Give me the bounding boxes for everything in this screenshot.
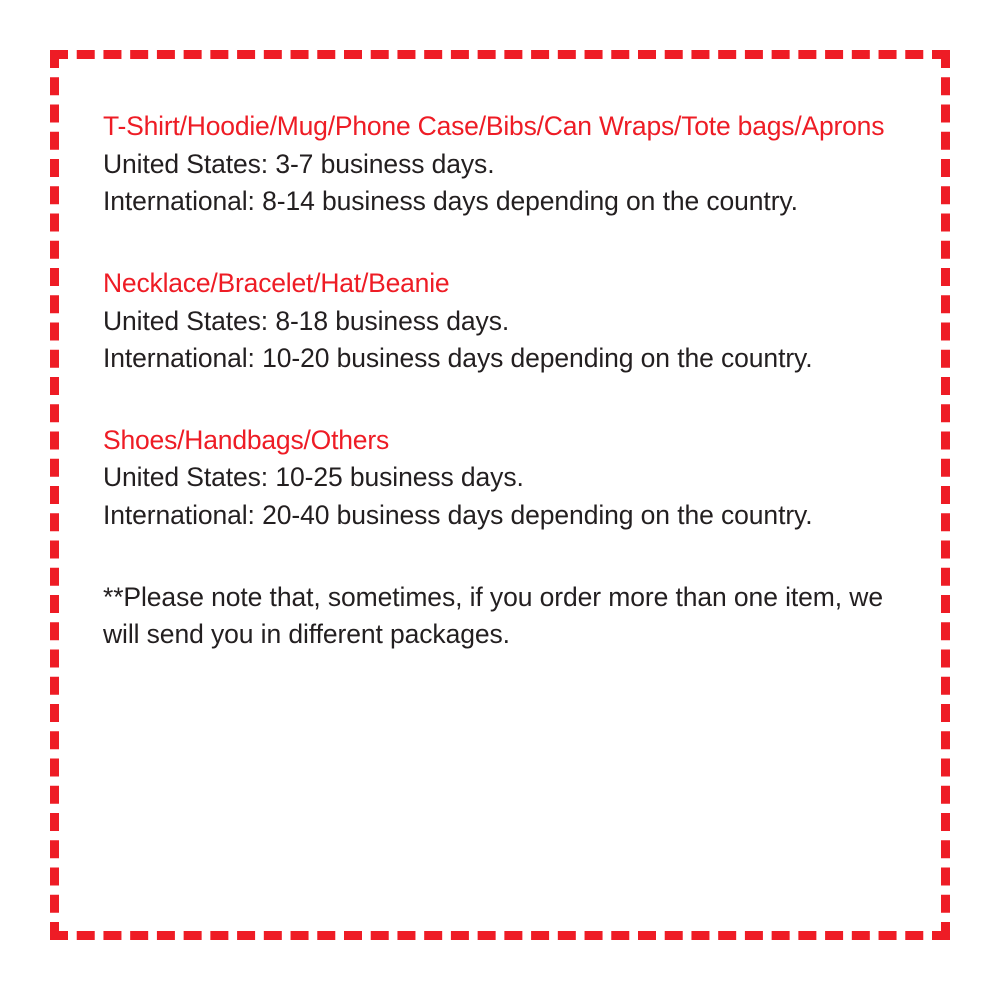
international-shipping-time: International: 20-40 business days depending on the country. [103,500,813,530]
shipping-section-accessories [103,265,903,378]
section-heading: Shoes/Handbags/Others [103,424,390,455]
domestic-shipping-time: United States: 3-7 business days. [103,148,495,179]
shipping-section-apparel [103,108,903,221]
international-shipping-time: International: 8-14 business days depending on the country. [103,186,798,217]
domestic-shipping-time: United States: 8-18 business days. [103,305,510,336]
shipping-section-shoes-others [103,422,903,535]
poster-content [103,108,903,654]
section-heading: T-Shirt/Hoodie/Mug/Phone Case/Bibs/Can Wraps/Tote bags/Aprons [103,111,885,141]
shipping-note-block [103,579,903,654]
section-heading: Necklace/Bracelet/Hat/Beanie [103,267,450,298]
domestic-shipping-time: United States: 10-25 business days. [103,462,524,493]
shipping-note: **Please note that, sometimes, if you order more than one item, we will send you in different packages. [103,581,883,650]
international-shipping-time: International: 10-20 business days depending on the country. [103,343,813,374]
